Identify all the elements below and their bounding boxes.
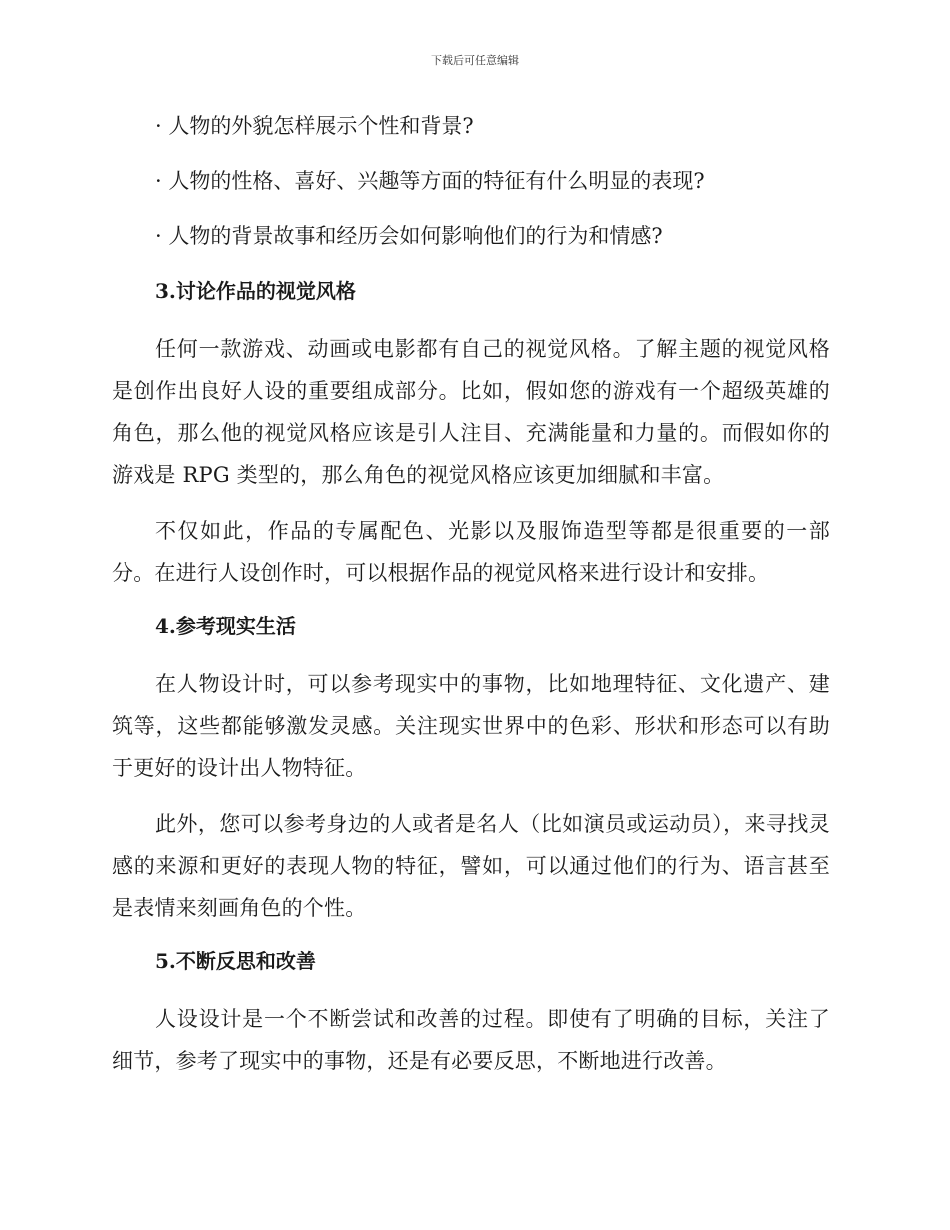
paragraph-people-reference: 此外，您可以参考身边的人或者是名人（比如演员或运动员），来寻找灵感的来源和更好的表现人物的特征，譬如，可以通过他们的行为、语言甚至是表情来刻画角色的个性。 <box>112 812 830 920</box>
paragraph-reflect-improve: 人设设计是一个不断尝试和改善的过程。即使有了明确的目标，关注了细节，参考了现实中的事物，还是有必要反思，不断地进行改善。 <box>112 1007 830 1073</box>
bullet-background: · 人物的背景故事和经历会如何影响他们的行为和情感? <box>155 224 663 248</box>
section-heading-4: 4.参考现实生活 <box>155 614 296 638</box>
section-heading-3: 3.讨论作品的视觉风格 <box>155 279 356 303</box>
bullet-appearance: · 人物的外貌怎样展示个性和背景? <box>155 114 474 138</box>
paragraph-real-world: 在人物设计时，可以参考现实中的事物，比如地理特征、文化遗产、建筑等，这些都能够激发灵感。关注现实世界中的色彩、形状和形态可以有助于更好的设计出人物特征。 <box>112 672 830 780</box>
section-heading-5: 5.不断反思和改善 <box>155 949 316 973</box>
paragraph-visual-style: 任何一款游戏、动画或电影都有自己的视觉风格。了解主题的视觉风格是创作出良好人设的重要组成部分。比如，假如您的游戏有一个超级英雄的角色，那么他的视觉风格应该是引人注目、充满能量和力量的。而假如你的游戏是 RPG 类型的，那么角色的视觉风格应该更加细腻和丰富。 <box>112 337 830 487</box>
bullet-personality: · 人物的性格、喜好、兴趣等方面的特征有什么明显的表现? <box>155 169 705 193</box>
page-header: 下载后可任意编辑 <box>431 54 519 67</box>
document-body <box>112 108 830 1096</box>
paragraph-colors-lighting: 不仅如此，作品的专属配色、光影以及服饰造型等都是很重要的一部分。在进行人设创作时，可以根据作品的视觉风格来进行设计和安排。 <box>112 519 830 585</box>
